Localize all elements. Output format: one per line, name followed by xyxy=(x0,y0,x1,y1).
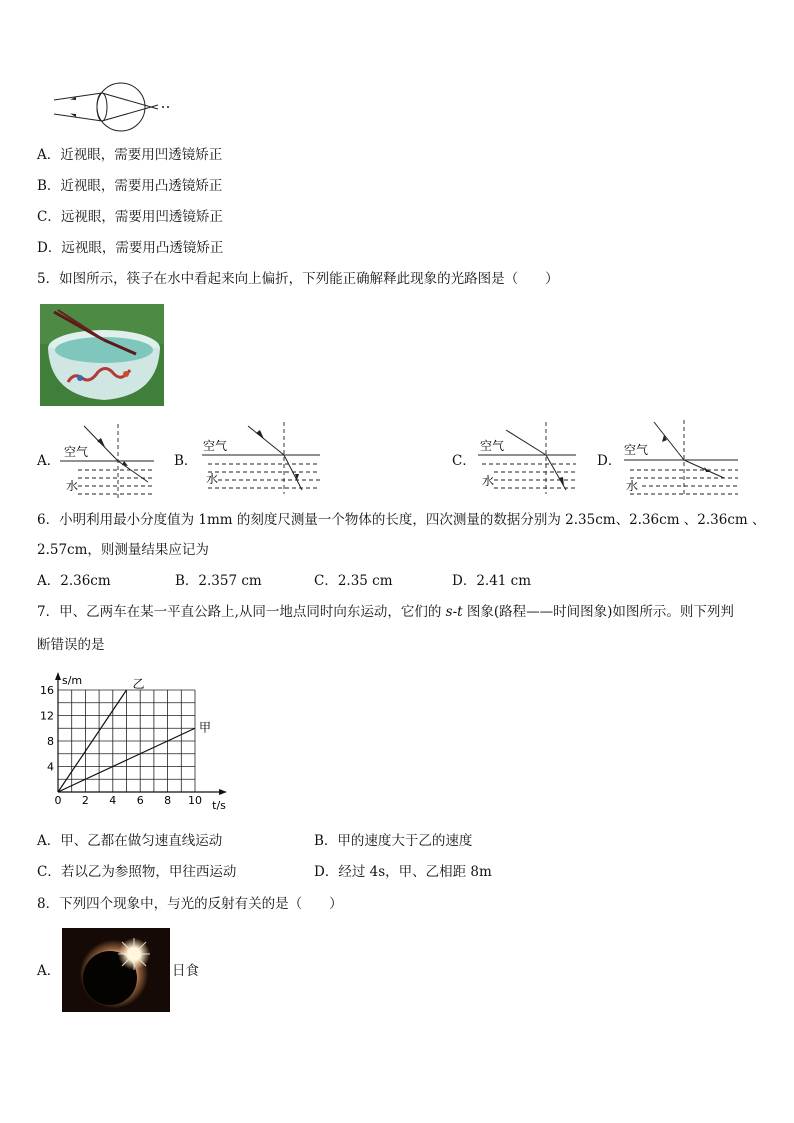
q7-option-a[interactable]: A．甲、乙都在做匀速直线运动 xyxy=(37,833,223,849)
series-name-label: 甲 xyxy=(199,720,212,735)
x-axis-label: t/s xyxy=(212,799,226,812)
x-tick-label: 10 xyxy=(188,794,202,807)
q4-option-b[interactable]: B．近视眼，需要用凸透镜矫正 xyxy=(37,178,223,194)
air-label: 空气 xyxy=(480,439,505,453)
water-label: 水 xyxy=(206,472,219,486)
q5-option-d-label[interactable]: D． xyxy=(597,453,622,469)
x-tick-label: 0 xyxy=(54,794,62,807)
x-tick-label: 4 xyxy=(109,794,117,807)
q5-option-b-label[interactable]: B． xyxy=(174,453,198,469)
series-name-label: 乙 xyxy=(132,677,145,691)
q7-stem-line2: 断错误的是 xyxy=(37,637,105,653)
q8-stem: 8．下列四个现象中，与光的反射有关的是（ ） xyxy=(37,896,343,912)
x-tick-label: 6 xyxy=(136,794,144,807)
y-tick-label: 16 xyxy=(40,684,54,697)
q7-option-b[interactable]: B．甲的速度大于乙的速度 xyxy=(314,833,473,849)
q7-stem-variable: s-t xyxy=(445,604,463,620)
q5-diagram-d[interactable] xyxy=(620,418,742,498)
y-tick-label: 4 xyxy=(47,760,54,774)
x-tick-label: 2 xyxy=(81,794,89,807)
water-label: 水 xyxy=(626,479,639,493)
q6-stem-line2: 2.57cm，则测量结果应记为 xyxy=(37,542,209,558)
q6-option-c[interactable]: C．2.35 cm xyxy=(314,573,393,589)
air-label: 空气 xyxy=(203,439,228,453)
eye-diagram xyxy=(50,78,180,136)
x-axis-arrow xyxy=(219,789,227,795)
x-tick-label: 8 xyxy=(164,794,172,807)
water-label: 水 xyxy=(66,479,79,493)
q4-option-c[interactable]: C．远视眼，需要用凹透镜矫正 xyxy=(37,209,223,225)
q6-option-a[interactable]: A．2.36cm xyxy=(37,573,111,589)
solar-eclipse-photo[interactable] xyxy=(62,928,170,1012)
q5-diagram-a[interactable] xyxy=(58,418,158,500)
q8-option-a-label[interactable]: A． xyxy=(37,963,61,979)
y-axis-arrow xyxy=(55,672,61,680)
st-graph xyxy=(38,672,238,814)
q7-stem-line1 xyxy=(37,603,734,621)
y-axis-label: s/m xyxy=(62,674,83,687)
q5-diagram-c[interactable] xyxy=(474,420,580,496)
q5-option-a-label[interactable]: A． xyxy=(37,453,61,469)
chopstick-bowl-photo xyxy=(40,304,164,406)
air-label: 空气 xyxy=(64,445,89,459)
q5-stem: 5．如图所示，筷子在水中看起来向上偏折，下列能正确解释此现象的光路图是（ ） xyxy=(37,271,559,287)
q7-option-c[interactable]: C．若以乙为参照物，甲往西运动 xyxy=(37,864,237,880)
q5-diagram-b[interactable] xyxy=(198,420,324,496)
q7-stem-part1: 7．甲、乙两车在某一平直公路上,从同一地点同时向东运动，它们的 xyxy=(37,604,446,620)
water-label: 水 xyxy=(482,474,495,488)
air-label: 空气 xyxy=(624,443,649,457)
q8-option-a-caption: 日食 xyxy=(172,963,199,979)
q5-option-c-label[interactable]: C． xyxy=(452,453,476,469)
q4-option-a[interactable]: A．近视眼，需要用凹透镜矫正 xyxy=(37,147,223,163)
q6-stem-line1: 6．小明利用最小分度值为 1mm 的刻度尺测量一个物体的长度，四次测量的数据分别为 2.35cm、2.36cm 、2.36cm 、 xyxy=(37,512,766,528)
y-tick-label: 8 xyxy=(47,735,54,748)
q6-option-b[interactable]: B．2.357 cm xyxy=(175,573,262,589)
q4-option-d[interactable]: D．远视眼，需要用凸透镜矫正 xyxy=(37,240,224,256)
y-tick-label: 12 xyxy=(40,709,54,723)
q7-option-d[interactable]: D．经过 4s，甲、乙相距 8m xyxy=(314,864,492,880)
q7-stem-part2: 图象(路程——时间图象)如图所示。则下列判 xyxy=(462,604,734,620)
q6-option-d[interactable]: D．2.41 cm xyxy=(452,573,532,589)
